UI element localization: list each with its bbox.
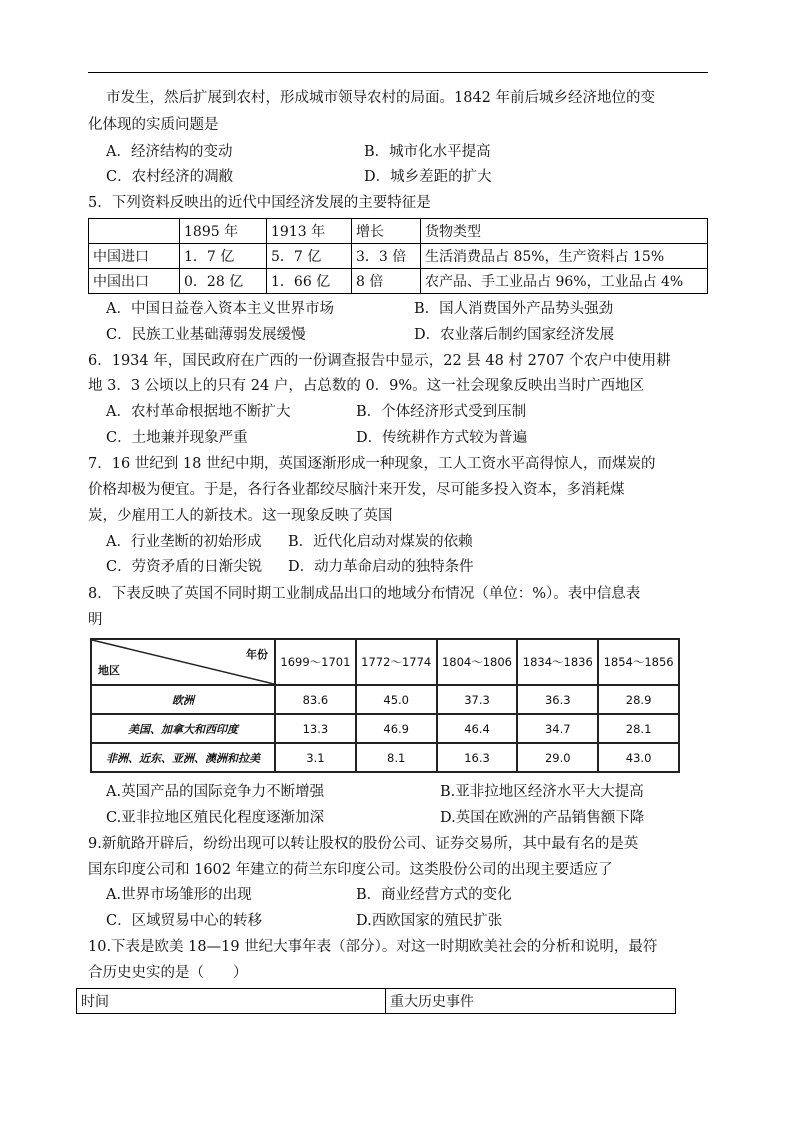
table-row — [89, 269, 708, 294]
table-row — [91, 714, 679, 743]
table-cell: 1．7 亿 — [180, 244, 267, 269]
q7-line1: 7．16 世纪到 18 世纪中期，英国逐渐形成一种现象，工人工资水平高得惊人，而煤炭的 — [88, 456, 656, 472]
q9-option-c: C．区域贸易中心的转移 — [106, 913, 263, 929]
q8-option-d: D.英国在欧洲的产品销售额下降 — [440, 810, 645, 826]
q5-option-b: B．国人消费国外产品势头强劲 — [414, 301, 614, 317]
q8-option-b: B.亚非拉地区经济水平大大提高 — [440, 784, 644, 800]
q8-option-c: C.亚非拉地区殖民化程度逐渐加深 — [106, 810, 325, 826]
value-cell: 46.4 — [437, 714, 518, 743]
value-cell: 83.6 — [275, 685, 356, 714]
q6-option-b: B．个体经济形式受到压制 — [356, 404, 527, 420]
year-cell: 1834～1836 — [517, 639, 598, 685]
table-cell: 农产品、手工业品占 96%，工业品占 4% — [421, 269, 708, 294]
table-row — [91, 639, 679, 685]
table-cell: 货物类型 — [421, 219, 708, 244]
table-corner-cell — [91, 639, 275, 685]
table-row — [89, 219, 708, 244]
table-cell: 0．28 亿 — [180, 269, 267, 294]
q7-option-a: A．行业垄断的初始形成 — [106, 534, 262, 550]
q5-stem: 5．下列资料反映出的近代中国经济发展的主要特征是 — [88, 195, 431, 211]
table-row — [91, 743, 679, 772]
q8-option-a: A.英国产品的国际竞争力不断增强 — [106, 784, 325, 800]
table-cell: 5．7 亿 — [267, 244, 352, 269]
q10-line2: 合历史史实的是（ ） — [88, 965, 248, 981]
q9-line1: 9.新航路开辟后，纷纷出现可以转让股权的股份公司、证券交易所，其中最有名的是英 — [88, 836, 639, 852]
value-cell: 16.3 — [437, 743, 518, 772]
value-cell: 13.3 — [275, 714, 356, 743]
value-cell: 43.0 — [598, 743, 679, 772]
value-cell: 3.1 — [275, 743, 356, 772]
value-cell: 28.9 — [598, 685, 679, 714]
table-row — [89, 244, 708, 269]
q7-option-b: B．近代化启动对煤炭的依赖 — [288, 534, 473, 550]
region-cell: 美国、加拿大和西印度 — [91, 714, 275, 743]
q6-line1: 6．1934 年，国民政府在广西的一份调查报告中显示，22 县 48 村 2707 个农户中使用耕 — [88, 353, 671, 369]
table-row — [91, 685, 679, 714]
value-cell: 28.1 — [598, 714, 679, 743]
table-cell: 1895 年 — [180, 219, 267, 244]
q4-option-d: D．城乡差距的扩大 — [364, 169, 492, 185]
value-cell: 45.0 — [356, 685, 437, 714]
q9-option-d: D.西欧国家的殖民扩张 — [356, 913, 503, 929]
table-cell: 中国进口 — [89, 244, 180, 269]
table-cell: 增长 — [352, 219, 421, 244]
region-cell: 欧洲 — [91, 685, 275, 714]
region-cell: 非洲、近东、亚洲、澳洲和拉美 — [91, 743, 275, 772]
q5-option-c: C．民族工业基础薄弱发展缓慢 — [106, 327, 306, 343]
q5-option-a: A．中国日益卷入资本主义世界市场 — [106, 301, 334, 317]
q6-line2: 地 3．3 公顷以上的只有 24 户，占总数的 0．9%。这一社会现象反映出当时广西地区 — [88, 378, 645, 394]
value-cell: 29.0 — [517, 743, 598, 772]
year-cell: 1699～1701 — [275, 639, 356, 685]
year-cell: 1772～1774 — [356, 639, 437, 685]
q7-option-c: C．劳资矛盾的日渐尖锐 — [106, 559, 263, 575]
table-cell — [89, 219, 180, 244]
q4-option-c: C．农村经济的凋敝 — [106, 169, 234, 185]
q7-line2: 价格却极为便宜。于是，各行各业都绞尽脑汁来开发，尽可能多投入资本，多消耗煤 — [88, 482, 625, 498]
year-cell: 1854～1856 — [598, 639, 679, 685]
year-cell: 1804～1806 — [437, 639, 518, 685]
table-cell: 时间 — [77, 989, 386, 1014]
q7-line3: 炭，少雇用工人的新技术。这一现象反映了英国 — [88, 508, 393, 524]
q8-line1: 8．下表反映了英国不同时期工业制成品出口的地域分布情况（单位：%）。表中信息表 — [88, 586, 641, 602]
region-header: 地区 — [98, 664, 120, 677]
q10-events-table — [76, 988, 676, 1014]
table-row — [77, 989, 676, 1014]
q7-option-d: D．动力革命启动的独特条件 — [288, 559, 474, 575]
q4-line1: 市发生，然后扩展到农村，形成城市领导农村的局面。1842 年前后城乡经济地位的变 — [106, 90, 656, 106]
q9-option-b: B．商业经营方式的变化 — [356, 887, 512, 903]
table-cell: 生活消费品占 85%，生产资料占 15% — [421, 244, 708, 269]
header-rule — [88, 72, 708, 73]
q4-line2: 化体现的实质问题是 — [88, 117, 219, 133]
q5-trade-table — [88, 218, 708, 294]
q6-option-d: D．传统耕作方式较为普遍 — [356, 430, 528, 446]
value-cell: 36.3 — [517, 685, 598, 714]
value-cell: 46.9 — [356, 714, 437, 743]
value-cell: 8.1 — [356, 743, 437, 772]
q4-option-b: B．城市化水平提高 — [364, 144, 491, 160]
q9-option-a: A.世界市场雏形的出现 — [106, 887, 252, 903]
q8-line2: 明 — [88, 612, 103, 628]
table-cell: 重大历史事件 — [386, 989, 676, 1014]
table-cell: 1．66 亿 — [267, 269, 352, 294]
q9-line2: 国东印度公司和 1602 年建立的荷兰东印度公司。这类股份公司的出现主要适应了 — [88, 862, 613, 878]
q6-option-a: A．农村革命根据地不断扩大 — [106, 404, 291, 420]
table-cell: 3．3 倍 — [352, 244, 421, 269]
q4-option-a: A．经济结构的变动 — [106, 144, 233, 160]
value-cell: 37.3 — [437, 685, 518, 714]
q6-option-c: C．土地兼并现象严重 — [106, 430, 248, 446]
value-cell: 34.7 — [517, 714, 598, 743]
q5-option-d: D．农业落后制约国家经济发展 — [414, 327, 615, 343]
year-header: 年份 — [246, 648, 268, 661]
table-cell: 中国出口 — [89, 269, 180, 294]
table-cell: 8 倍 — [352, 269, 421, 294]
table-cell: 1913 年 — [267, 219, 352, 244]
q8-export-table — [90, 638, 680, 773]
q10-line1: 10.下表是欧美 18—19 世纪大事年表（部分）。对这一时期欧美社会的分析和说明，最符 — [88, 939, 658, 955]
